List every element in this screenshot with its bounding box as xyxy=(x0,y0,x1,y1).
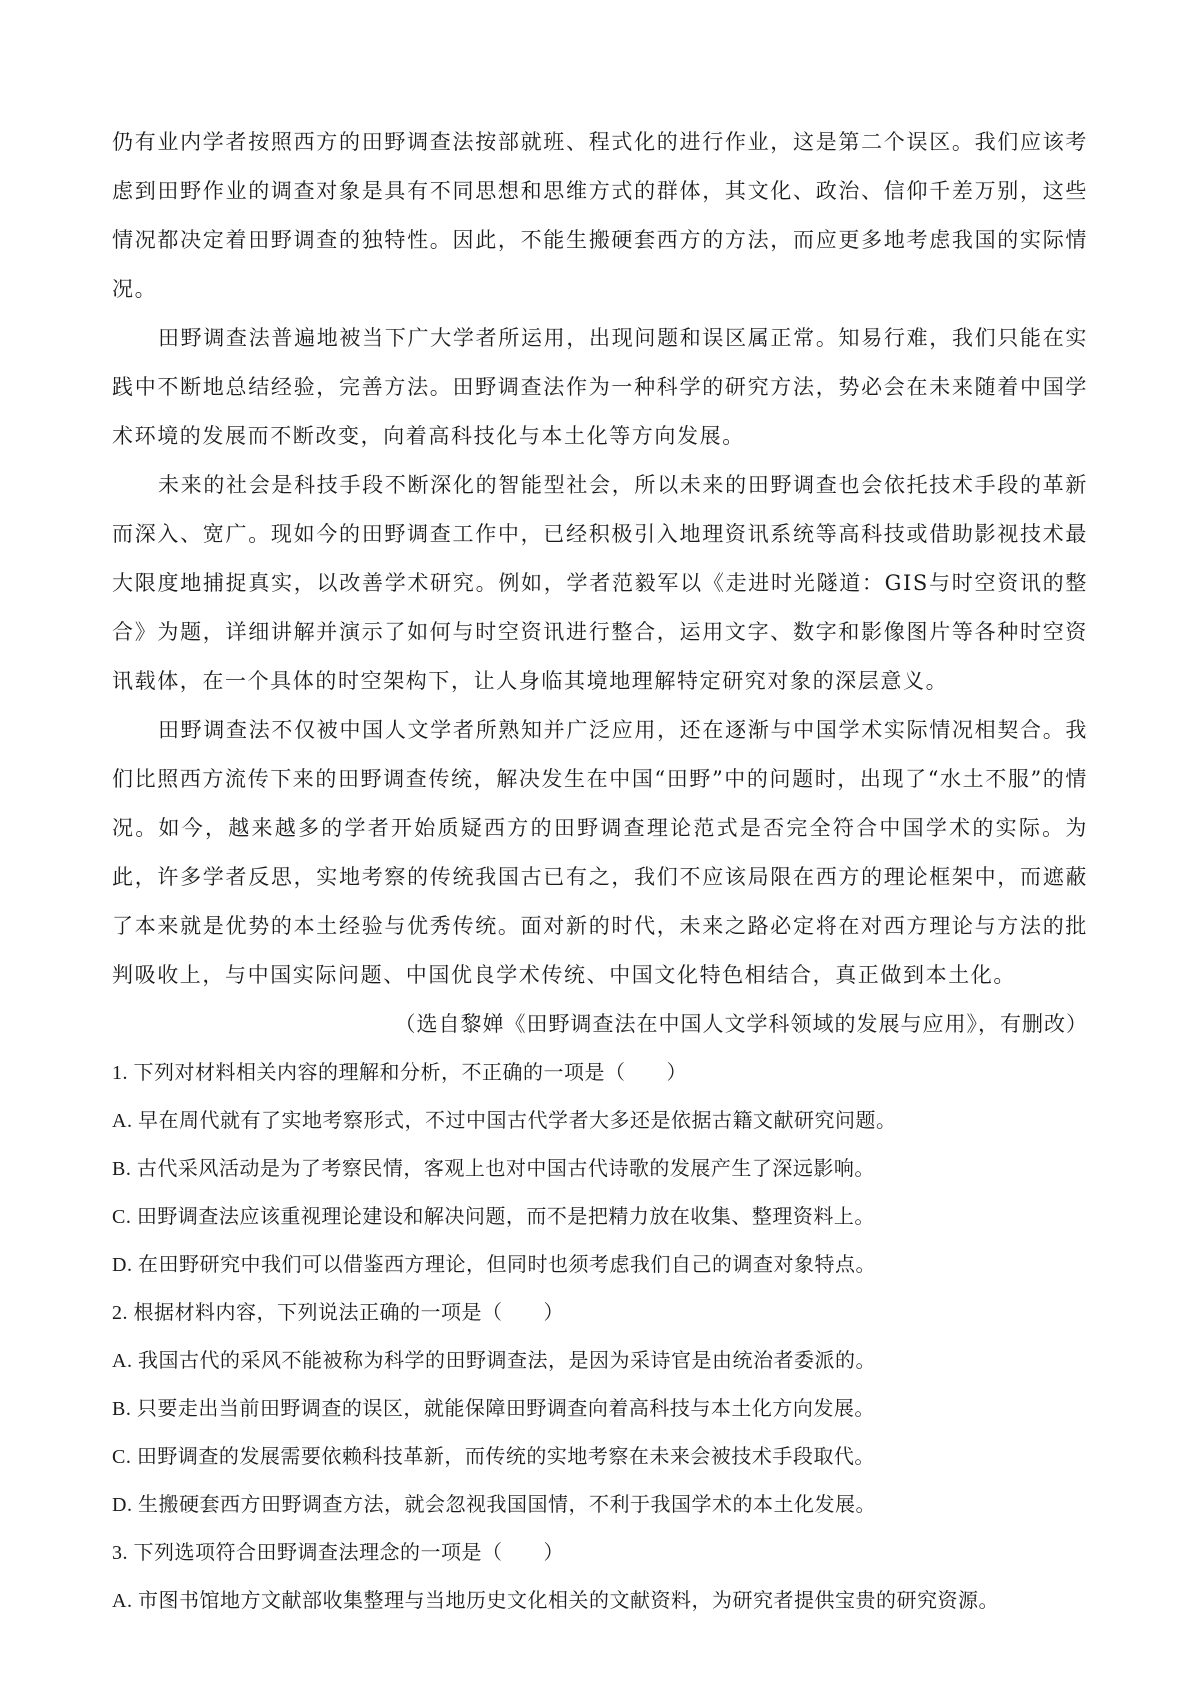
passage-paragraph-4: 田野调查法不仅被中国人文学者所熟知并广泛应用，还在逐渐与中国学术实际情况相契合。我们比照西方流传下来的田野调查传统，解决发生在中国“田野”中的问题时，出现了“水土不服”的情况。如今，越来越多的学者开始质疑西方的田野调查理论范式是否完全符合中国学术的实际。为此，许多学者反思，实地考察的传统我国古已有之，我们不应该局限在西方的理论框架中，而遮蔽了本来就是优势的本土经验与优秀传统。面对新的时代，未来之路必定将在对西方理论与方法的批判吸收上，与中国实际问题、中国优良学术传统、中国文化特色相结合，真正做到本土化。 xyxy=(112,718,1088,987)
question-2 xyxy=(112,1289,1088,1529)
question-stem: 2. 根据材料内容，下列说法正确的一项是（ ） xyxy=(112,1302,564,1324)
option-b: B. 只要走出当前田野调查的误区，就能保障田野调查向着高科技与本土化方向发展。 xyxy=(112,1398,875,1420)
question-1 xyxy=(112,1049,1088,1289)
option-a: A. 市图书馆地方文献部收集整理与当地历史文化相关的文献资料，为研究者提供宝贵的研究资源。 xyxy=(112,1590,999,1612)
option-a: A. 我国古代的采风不能被称为科学的田野调查法，是因为采诗官是由统治者委派的。 xyxy=(112,1350,876,1372)
passage-paragraph-3: 未来的社会是科技手段不断深化的智能型社会，所以未来的田野调查也会依托技术手段的革新而深入、宽广。现如今的田野调查工作中，已经积极引入地理资讯系统等高科技或借助影视技术最大限度地捕捉真实，以改善学术研究。例如，学者范毅军以《走进时光隧道：GIS与时空资讯的整合》为题，详细讲解并演示了如何与时空资讯进行整合，运用文字、数字和影像图片等各种时空资讯载体，在一个具体的时空架构下，让人身临其境地理解特定研究对象的深层意义。 xyxy=(112,473,1088,693)
option-d: D. 在田野研究中我们可以借鉴西方理论，但同时也须考虑我们自己的调查对象特点。 xyxy=(112,1254,876,1276)
source-citation: （选自黎婵《田野调查法在中国人文学科领域的发展与应用》，有删改） xyxy=(394,1012,1088,1036)
option-a: A. 早在周代就有了实地考察形式，不过中国古代学者大多还是依据古籍文献研究问题。 xyxy=(112,1110,897,1132)
passage-paragraph-1: 仍有业内学者按照西方的田野调查法按部就班、程式化的进行作业，这是第二个误区。我们应该考虑到田野作业的调查对象是具有不同思想和思维方式的群体，其文化、政治、信仰千差万别，这些情况都决定着田野调查的独特性。因此，不能生搬硬套西方的方法，而应更多地考虑我国的实际情况。 xyxy=(112,130,1088,301)
option-d: D. 生搬硬套西方田野调查方法，就会忽视我国国情，不利于我国学术的本土化发展。 xyxy=(112,1494,876,1516)
question-stem: 1. 下列对材料相关内容的理解和分析，不正确的一项是（ ） xyxy=(112,1062,687,1084)
passage-paragraph-2: 田野调查法普遍地被当下广大学者所运用，出现问题和误区属正常。知易行难，我们只能在实践中不断地总结经验，完善方法。田野调查法作为一种科学的研究方法，势必会在未来随着中国学术环境的发展而不断改变，向着高科技化与本土化等方向发展。 xyxy=(112,326,1088,448)
option-b: B. 古代采风活动是为了考察民情，客观上也对中国古代诗歌的发展产生了深远影响。 xyxy=(112,1158,875,1180)
question-3 xyxy=(112,1529,1088,1625)
option-c: C. 田野调查法应该重视理论建设和解决问题，而不是把精力放在收集、整理资料上。 xyxy=(112,1206,875,1228)
question-stem: 3. 下列选项符合田野调查法理念的一项是（ ） xyxy=(112,1542,564,1564)
document-page xyxy=(112,118,1088,1625)
option-c: C. 田野调查的发展需要依赖科技革新，而传统的实地考察在未来会被技术手段取代。 xyxy=(112,1446,875,1468)
